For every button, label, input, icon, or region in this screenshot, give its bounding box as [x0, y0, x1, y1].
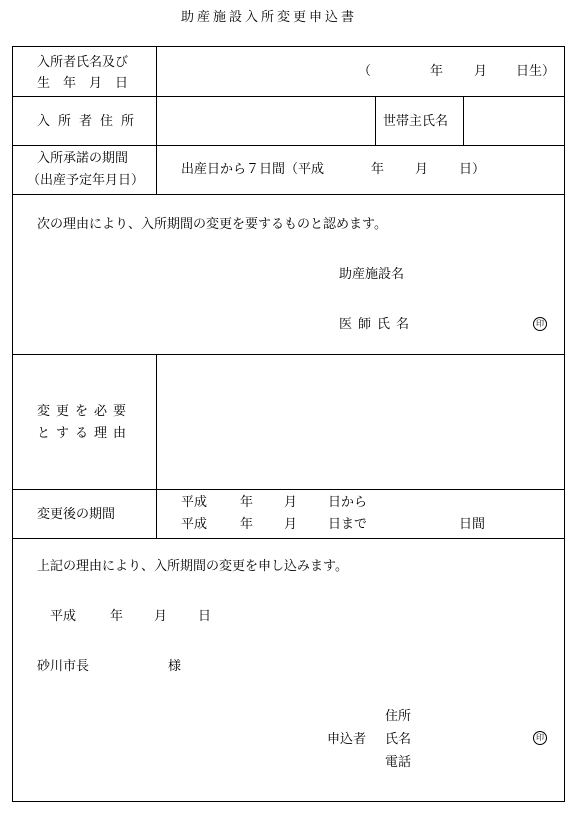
admission-period-label-line2: （出産予定年月日） — [27, 173, 145, 188]
reason-label-line1: 変更を必要 — [37, 404, 133, 419]
householder-divider-left — [375, 96, 376, 145]
label-column-divider-reason — [156, 354, 157, 538]
new-period-to-day: 日まで — [328, 517, 368, 532]
applicant-phone-field[interactable] — [418, 751, 558, 771]
due-year-label: 年 — [371, 162, 385, 177]
row-divider-4 — [12, 354, 565, 355]
new-period-label: 変更後の期間 — [37, 507, 116, 522]
admission-period-label-line1: 入所承諾の期間 — [37, 151, 129, 166]
application-date-day: 日 — [198, 609, 212, 624]
applicant-address-label: 住所 — [385, 709, 412, 724]
row-divider-5 — [12, 489, 565, 490]
applicant-label: 申込者 — [327, 732, 367, 747]
householder-field[interactable] — [465, 98, 563, 143]
application-statement: 上記の理由により、入所期間の変更を申し込みます。 — [37, 559, 348, 574]
label-column-divider-top — [156, 46, 157, 194]
birth-open-paren: （ — [358, 64, 372, 79]
new-period-from-month: 月 — [284, 495, 298, 510]
admission-period-text: 出産日から７日間（平成 — [181, 162, 325, 177]
row-divider-1 — [12, 96, 565, 97]
application-date-year: 年 — [110, 609, 124, 624]
application-date-month: 月 — [154, 609, 168, 624]
new-period-field[interactable] — [158, 491, 563, 536]
householder-divider-right — [463, 96, 464, 145]
applicant-seal-mark: 印 — [533, 731, 547, 745]
facility-name-field[interactable] — [420, 262, 560, 284]
new-period-to-year: 年 — [240, 517, 254, 532]
birth-year-label: 年 — [430, 64, 444, 79]
name-birth-label-line1: 入所者氏名及び — [37, 55, 129, 70]
addressee-label: 砂川市長 — [37, 659, 90, 674]
applicant-name-label: 氏名 — [385, 732, 412, 747]
facility-name-label: 助産施設名 — [339, 267, 405, 282]
row-divider-3 — [12, 194, 565, 195]
new-period-days: 日間 — [459, 517, 486, 532]
row-divider-6 — [12, 538, 565, 539]
new-period-from-day: 日から — [328, 495, 368, 510]
householder-label: 世帯主氏名 — [383, 114, 449, 129]
due-month-label: 月 — [415, 162, 429, 177]
address-field[interactable] — [158, 98, 373, 143]
new-period-to-era: 平成 — [181, 517, 208, 532]
name-birth-label-line2: 生 年 月 日 — [37, 76, 129, 91]
doctor-name-field[interactable] — [420, 312, 525, 334]
address-label: 入所者住所 — [37, 114, 143, 129]
row-divider-2 — [12, 145, 565, 146]
applicant-phone-label: 電話 — [385, 755, 412, 770]
due-day-label: 日） — [459, 162, 486, 177]
applicant-address-field[interactable] — [418, 705, 558, 725]
addressee-honorific: 様 — [168, 659, 182, 674]
new-period-to-month: 月 — [284, 517, 298, 532]
birth-month-label: 月 — [474, 64, 488, 79]
certification-statement: 次の理由により、入所期間の変更を要するものと認めます。 — [37, 217, 387, 232]
doctor-seal-mark: 印 — [533, 317, 547, 331]
reason-field[interactable] — [158, 356, 563, 487]
application-date-era: 平成 — [50, 609, 77, 624]
form-title: 助産施設入所変更申込書 — [181, 10, 358, 25]
new-period-from-year: 年 — [240, 495, 254, 510]
applicant-name-field[interactable] — [418, 728, 523, 748]
doctor-name-label: 医師氏名 — [339, 317, 416, 332]
birth-day-label: 日生） — [516, 64, 556, 79]
new-period-from-era: 平成 — [181, 495, 208, 510]
reason-label-line2: とする理由 — [37, 426, 133, 441]
